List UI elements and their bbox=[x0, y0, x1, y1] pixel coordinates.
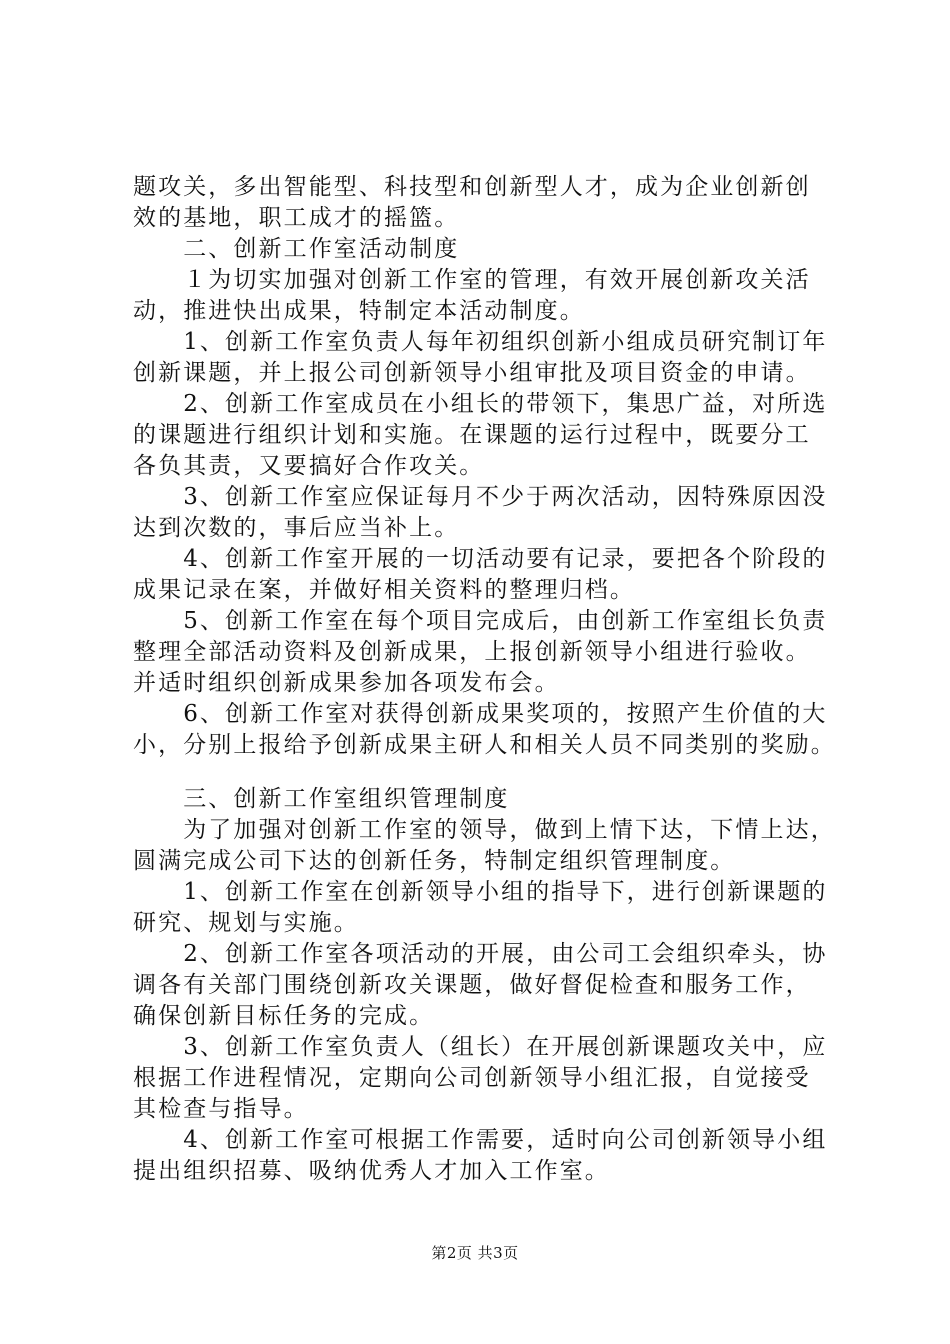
text-line: 确保创新目标任务的完成。 bbox=[133, 1003, 435, 1029]
text-line: 圆满完成公司下达的创新任务，特制定组织管理制度。 bbox=[133, 848, 736, 874]
paragraph-gap bbox=[133, 761, 833, 784]
page-footer bbox=[0, 1243, 950, 1263]
text-line: 效的基地，职工成才的摇篮。 bbox=[133, 205, 460, 231]
text-line: 4、创新工作室可根据工作需要，适时向公司创新领导小组 bbox=[133, 1127, 828, 1153]
body-section-1 bbox=[133, 172, 836, 761]
text-line: 5、创新工作室在每个项目完成后，由创新工作室组长负责 bbox=[133, 608, 828, 634]
text-line: 整理全部活动资料及创新成果，上报创新领导小组进行验收。 bbox=[133, 639, 811, 665]
page-number: 第2页 共3页 bbox=[431, 1244, 519, 1262]
text-line: 调各有关部门围绕创新攻关课题，做好督促检查和服务工作， bbox=[133, 972, 811, 998]
text-line: 动，推进快出成果，特制定本活动制度。 bbox=[133, 298, 585, 324]
text-line: 题攻关，多出智能型、科技型和创新型人才，成为企业创新创 bbox=[133, 174, 811, 200]
text-line: １为切实加强对创新工作室的管理，有效开展创新攻关活 bbox=[133, 267, 811, 293]
text-line: 小，分别上报给予创新成果主研人和相关人员不同类别的奖励。 bbox=[133, 732, 836, 758]
text-line: 2、创新工作室成员在小组长的带领下，集思广益，对所选 bbox=[133, 391, 828, 417]
text-line: 其检查与指导。 bbox=[133, 1096, 309, 1122]
text-line: 6、创新工作室对获得创新成果奖项的，按照产生价值的大 bbox=[133, 701, 828, 727]
text-line: 并适时组织创新成果参加各项发布会。 bbox=[133, 670, 560, 696]
document-body bbox=[133, 172, 836, 1187]
text-line: 2、创新工作室各项活动的开展，由公司工会组织牵头，协 bbox=[133, 941, 828, 967]
text-line: 的课题进行组织计划和实施。在课题的运行过程中，既要分工 bbox=[133, 422, 811, 448]
text-line: 1、创新工作室在创新领导小组的指导下，进行创新课题的 bbox=[133, 879, 828, 905]
text-line: 成果记录在案，并做好相关资料的整理归档。 bbox=[133, 577, 635, 603]
body-section-2 bbox=[133, 784, 836, 1187]
text-line: 达到次数的，事后应当补上。 bbox=[133, 515, 460, 541]
text-line: 1、创新工作室负责人每年初组织创新小组成员研究制订年 bbox=[133, 329, 828, 355]
text-line: 3、创新工作室负责人（组长）在开展创新课题攻关中，应 bbox=[133, 1034, 828, 1060]
text-line: 4、创新工作室开展的一切活动要有记录，要把各个阶段的 bbox=[133, 546, 828, 572]
text-line: 根据工作进程情况，定期向公司创新领导小组汇报，自觉接受 bbox=[133, 1065, 811, 1091]
section-heading: 三、创新工作室组织管理制度 bbox=[133, 786, 510, 812]
section-heading: 二、创新工作室活动制度 bbox=[133, 236, 460, 262]
text-line: 研究、规划与实施。 bbox=[133, 910, 359, 936]
text-line: 为了加强对创新工作室的领导，做到上情下达，下情上达， bbox=[133, 817, 836, 843]
text-line: 各负其责，又要搞好合作攻关。 bbox=[133, 453, 485, 479]
text-line: 创新课题，并上报公司创新领导小组审批及项目资金的申请。 bbox=[133, 360, 811, 386]
text-line: 提出组织招募、吸纳优秀人才加入工作室。 bbox=[133, 1158, 610, 1184]
text-line: 3、创新工作室应保证每月不少于两次活动，因特殊原因没 bbox=[133, 484, 828, 510]
